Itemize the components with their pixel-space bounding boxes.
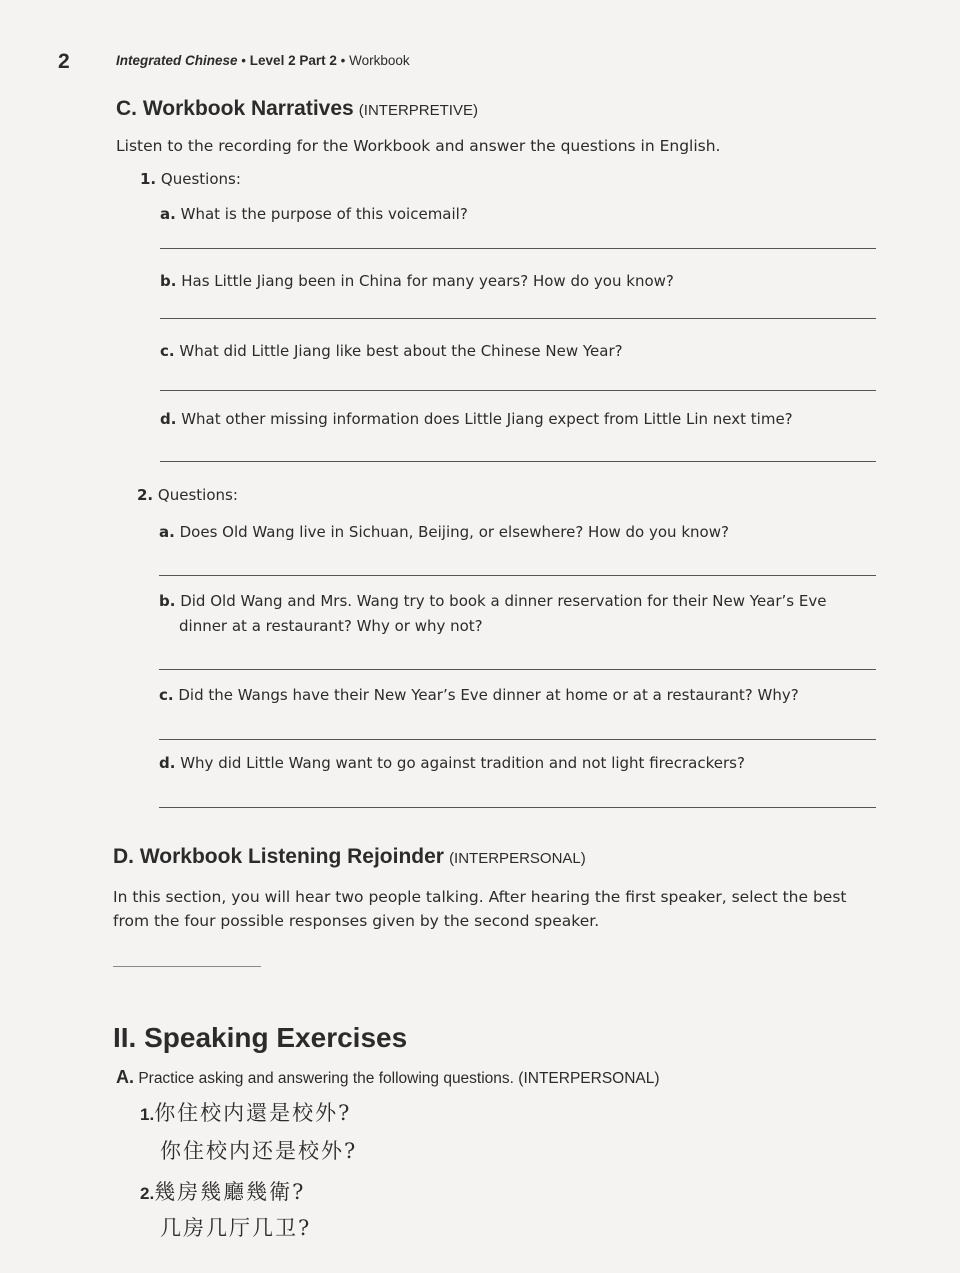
page-number: 2	[58, 50, 70, 73]
group-number: 1.	[140, 170, 157, 188]
speaking-item-2-traditional	[140, 1176, 305, 1206]
question-letter: b.	[160, 272, 177, 290]
question-2c	[159, 683, 799, 708]
item-number: 1.	[140, 1105, 155, 1124]
question-letter: c.	[160, 342, 175, 360]
section-d-title: D. Workbook Listening Rejoinder	[113, 845, 444, 868]
answer-line[interactable]	[160, 390, 876, 391]
level-label: Level 2 Part 2	[249, 53, 337, 68]
section-d-instruction-line-2: from the four possible responses given by the second speaker.	[113, 912, 600, 930]
speaking-item-2-simplified: 几房几厅几卫?	[160, 1216, 312, 1240]
traditional-text: 幾房幾廳幾衛?	[154, 1180, 306, 1204]
answer-line[interactable]	[160, 248, 876, 249]
part-label: Workbook	[349, 53, 410, 68]
question-2b	[159, 589, 874, 639]
question-text: Did Old Wang and Mrs. Wang try to book a dinner reservation for their New Year’s Eve dinner at a restaurant? Why or why not?	[179, 592, 827, 635]
question-text: Why did Little Wang want to go against tradition and not light firecrackers?	[180, 754, 745, 772]
section-d-heading	[113, 845, 586, 869]
separator-line	[113, 966, 261, 967]
question-text: What did Little Jiang like best about the Chinese New Year?	[179, 342, 623, 360]
header-sep: •	[241, 53, 247, 68]
question-group-1-heading	[140, 170, 241, 188]
answer-line[interactable]	[160, 461, 876, 462]
header-sep: •	[340, 53, 346, 68]
group-label: Questions:	[157, 486, 238, 504]
question-2a	[159, 520, 729, 545]
speaking-item-1-simplified: 你住校内还是校外?	[160, 1139, 358, 1163]
question-text: Has Little Jiang been in China for many years? How do you know?	[181, 272, 674, 290]
question-1b	[160, 269, 674, 294]
question-text: What other missing information does Little Jiang expect from Little Lin next time?	[181, 410, 793, 428]
group-label: Questions:	[160, 170, 241, 188]
book-title: Integrated Chinese	[116, 53, 238, 68]
question-letter: a.	[160, 205, 176, 223]
section-d-instruction-line-1: In this section, you will hear two people talking. After hearing the first speaker, select the best	[113, 888, 847, 906]
speaking-item-1-traditional	[140, 1097, 351, 1127]
item-number: 2.	[140, 1184, 155, 1203]
answer-line[interactable]	[159, 807, 876, 808]
question-letter: d.	[160, 410, 177, 428]
section-d-tag: (INTERPERSONAL)	[449, 850, 586, 867]
answer-line[interactable]	[159, 575, 876, 576]
group-number: 2.	[137, 486, 154, 504]
section-c-title: C. Workbook Narratives	[116, 97, 354, 120]
question-text: What is the purpose of this voicemail?	[180, 205, 468, 223]
running-header	[116, 53, 410, 68]
section-c-heading	[116, 97, 478, 121]
question-group-2-heading	[137, 486, 238, 504]
exercise-instruction: Practice asking and answering the following questions. (INTERPERSONAL)	[138, 1070, 660, 1087]
question-1a	[160, 202, 468, 227]
question-letter: a.	[159, 523, 175, 541]
speaking-exercises-title: II. Speaking Exercises	[113, 1022, 408, 1053]
question-text: Did the Wangs have their New Year’s Eve dinner at home or at a restaurant? Why?	[178, 686, 799, 704]
answer-line[interactable]	[159, 669, 876, 670]
answer-line[interactable]	[160, 318, 876, 319]
traditional-text: 你住校内還是校外?	[154, 1101, 352, 1125]
question-letter: b.	[159, 592, 176, 610]
question-letter: c.	[159, 686, 174, 704]
exercise-letter: A.	[116, 1067, 134, 1087]
question-2d	[159, 751, 745, 776]
question-1d	[160, 407, 793, 432]
question-letter: d.	[159, 754, 176, 772]
section-c-tag: (INTERPRETIVE)	[358, 102, 478, 119]
question-1c	[160, 339, 623, 364]
question-text: Does Old Wang live in Sichuan, Beijing, or elsewhere? How do you know?	[179, 523, 729, 541]
answer-line[interactable]	[159, 739, 876, 740]
speaking-a-heading	[116, 1067, 660, 1088]
section-c-instruction: Listen to the recording for the Workbook and answer the questions in English.	[116, 137, 721, 155]
